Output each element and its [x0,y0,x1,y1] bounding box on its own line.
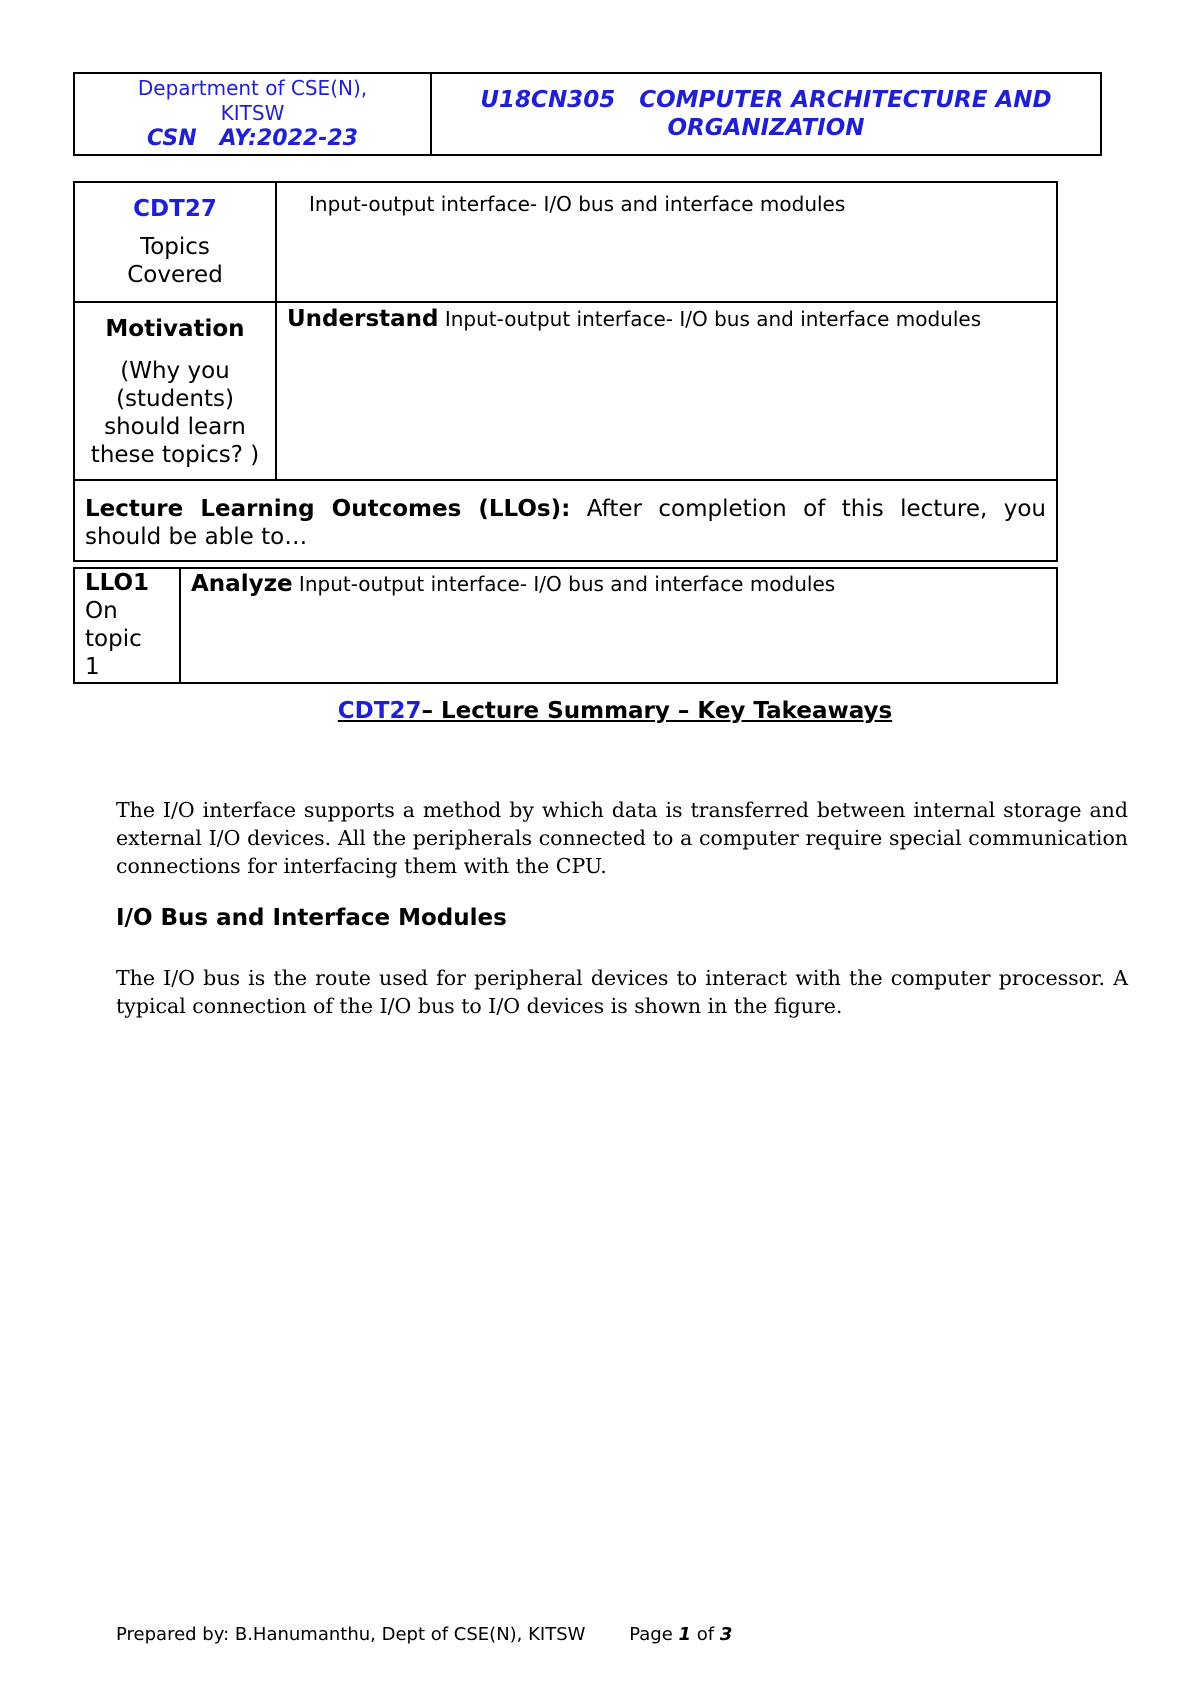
course-title-a: COMPUTER ARCHITECTURE AND [639,87,1052,113]
prepared-by: Prepared by: B.Hanumanthu, Dept of CSE(N), KITSW [116,1624,586,1645]
page-number: 1 [678,1624,692,1645]
llo-intro-cell [74,480,1057,561]
motivation-lead: Understand [287,306,439,332]
page-footer [116,1624,732,1645]
llo1-label: LLO1 [85,570,150,596]
llo1-content: Input-output interface- I/O bus and interface modules [292,572,836,596]
llo-intro-rest: After completion of this lecture, you should be able to… [85,496,1046,550]
of-word: of [696,1624,715,1645]
page-word: Page [629,1624,673,1645]
header-table [73,72,1102,156]
page-total: 3 [719,1624,733,1645]
topics-label-2: Covered [127,262,223,288]
llo1-table [73,567,1058,684]
topics-row [74,182,1057,302]
bus-paragraph: The I/O bus is the route used for peripheral devices to interact with the computer processor. A typical connection of the I/O bus to I/O devices is shown in the figure. [116,966,1128,1018]
motivation-label-cell [74,302,276,480]
page-indicator [629,1624,732,1645]
llo1-lead: Analyze [191,571,293,597]
motivation-line4: these topics? ) [90,442,260,468]
llo1-sub-2: topic [85,626,142,652]
motivation-content-cell [276,302,1057,480]
section-heading: I/O Bus and Interface Modules [116,905,507,931]
llo-intro-row [74,480,1057,561]
motivation-line1: (Why you [120,358,230,384]
intro-paragraph: The I/O interface supports a method by which data is transferred between internal storage and external I/O devices. All the peripherals connected to a computer require special communication connections for interfacing them with the CPU. [116,798,1128,878]
summary-title: – Lecture Summary – Key Takeaways [421,698,893,724]
llo-intro-bold: Lecture Learning Outcomes (LLOs): [85,496,571,522]
summary-code: CDT27 [337,698,422,724]
motivation-content: Input-output interface- I/O bus and interface modules [438,307,982,331]
topic-code: CDT27 [133,196,217,222]
motivation-title: Motivation [105,316,245,342]
llo1-content-cell [180,568,1057,683]
course-code: U18CN305 [480,87,616,113]
topics-label-cell [74,182,276,302]
llo1-sub-1: On [85,598,118,624]
course-title-line1 [432,86,1100,114]
llo1-row [74,568,1057,683]
llo1-sub-3: 1 [85,654,100,680]
llo1-label-cell [74,568,180,683]
department-cell [74,73,431,155]
topics-content: Input-output interface- I/O bus and interface modules [276,182,1057,302]
academic-year [75,126,430,151]
motivation-line3: should learn [104,414,246,440]
course-cell [431,73,1101,155]
motivation-row [74,302,1057,480]
csn-label: CSN [147,126,197,151]
department-line2: KITSW [220,101,285,125]
department-line1: Department of CSE(N), [137,76,368,100]
motivation-line2: (students) [116,386,234,412]
course-title-line2: ORGANIZATION [667,115,865,141]
topics-label-1: Topics [140,234,210,260]
ay-label: AY:2022-23 [219,126,358,151]
summary-heading [0,697,1200,725]
lecture-info-table [73,181,1058,562]
